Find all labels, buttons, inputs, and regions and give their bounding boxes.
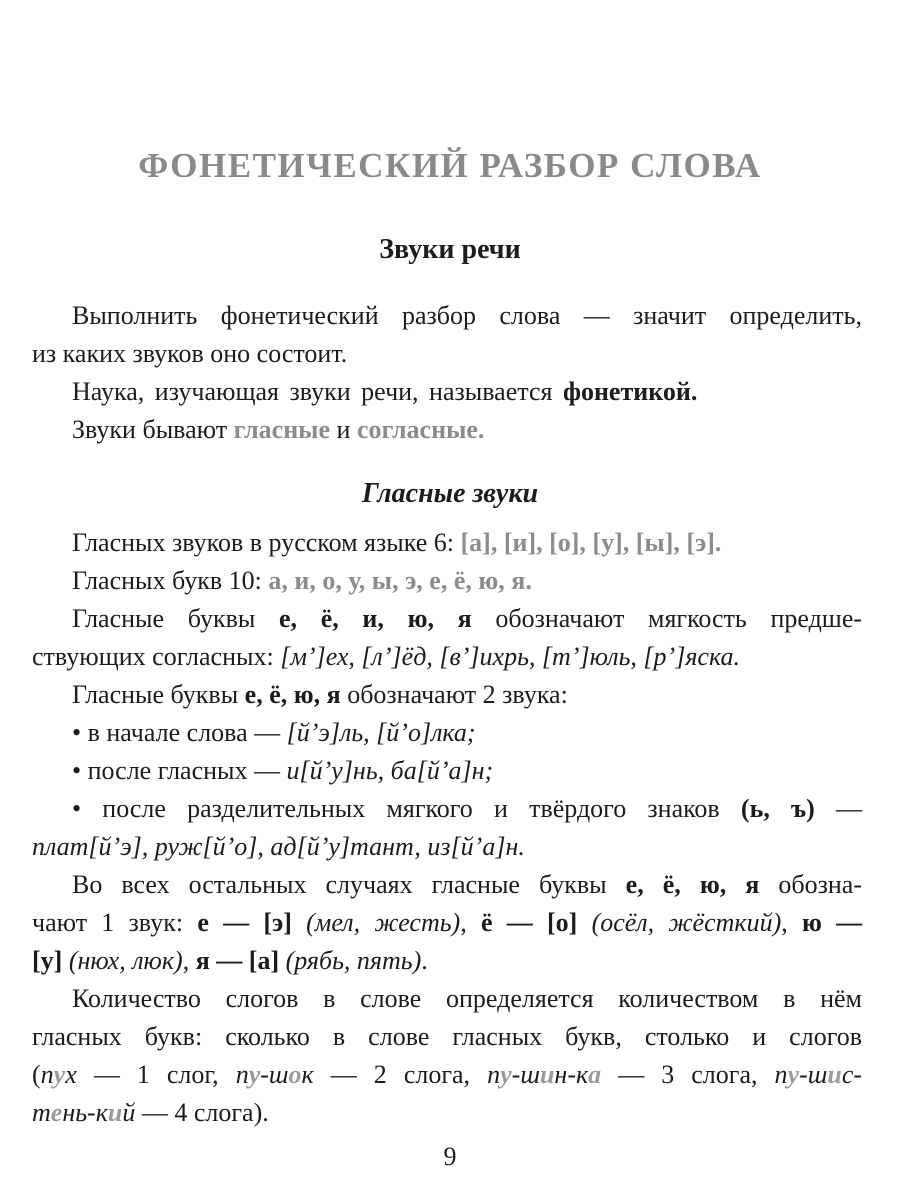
syllables-line-1: Количество слогов в слове определяется количеством в нём (72, 984, 862, 1013)
phonetics-term: фонетикой. (562, 377, 698, 406)
softness-line-2: ствующих согласных: [м’]ех, [л’]ёд, [в’]ихрь, [т’]юль, [р’]яска. (32, 642, 740, 671)
sound-types: Звуки бывают гласные и согласные. (72, 415, 485, 444)
word-pu-shis-part1: пу-шис- (774, 1060, 863, 1089)
bullet-after-signs: • после разделительных мягкого и твёрдого знаков (ь, ъ) — (72, 794, 863, 823)
vowel-letters-line: Гласных букв 10: а, и, о, у, ы, э, е, ё, ю, я. (72, 566, 532, 595)
intro-paragraphs (32, 297, 862, 449)
other-cases-line-1: Во всех остальных случаях гласные буквы е, ё, ю, я обозна- (72, 870, 862, 899)
chapter-title: ФОНЕТИЧЕСКИЙ РАЗБОР СЛОВА (138, 146, 762, 185)
word-pu-shok: пу-шок (235, 1060, 314, 1089)
other-cases-line-2: чают 1 звук: е — [э] (мел, жесть), ё — [о] (осёл, жёсткий), ю — (32, 908, 863, 937)
syllables-line-4: тень-кий — 4 слога). (32, 1098, 269, 1127)
word-pu-shis-part2: тень-кий (32, 1098, 136, 1127)
vowels-section (32, 524, 862, 1132)
word-pu-shin-ka: пу-шин-ка (487, 1060, 602, 1089)
syllables-line-2: гласных букв: сколько в слове гласных букв, столько и слогов (32, 1022, 862, 1051)
section-title: Звуки речи (379, 234, 521, 265)
word-pukh: пух (40, 1060, 77, 1089)
consonants-term: согласные. (356, 415, 485, 444)
subsection-title: Гласные звуки (361, 478, 539, 509)
science-definition: Наука, изучающая звуки речи, называется фонетикой. (72, 377, 698, 406)
syllables-line-3: (пух — 1 слог, пу-шок — 2 слога, пу-шин-ка — 3 слога, пу-шис- (32, 1060, 863, 1089)
intro-line-1: Выполнить фонетический разбор слова — значит определить, (72, 301, 862, 330)
bullet-after-vowels: • после гласных — и[й’у]нь, ба[й’а]н; (72, 756, 494, 785)
softness-examples: [м’]ех, [л’]ёд, [в’]ихрь, [т’]юль, [р’]яска. (280, 642, 740, 671)
other-cases-line-3: [у] (нюх, люк), я — [а] (рябь, пять). (32, 946, 428, 975)
bullet-word-start: • в начале слова — [й’э]ль, [й’о]лка; (72, 718, 476, 747)
two-sounds-line: Гласные буквы е, ё, ю, я обозначают 2 звука: (72, 680, 568, 709)
intro-line-2: из каких звуков оно состоит. (32, 339, 348, 368)
softness-line-1: Гласные буквы е, ё, и, ю, я обозначают мягкость предше- (72, 604, 863, 633)
vowel-sounds-list: [а], [и], [о], [у], [ы], [э]. (460, 528, 722, 557)
bullet-after-signs-examples: плат[й’э], руж[й’о], ад[й’у]тант, из[й’а]н. (32, 832, 525, 861)
vowel-sounds-line: Гласных звуков в русском языке 6: [а], [и], [о], [у], [ы], [э]. (72, 528, 722, 557)
vowel-letters-list: а, и, о, у, ы, э, е, ё, ю, я. (268, 566, 532, 595)
page-number: 9 (443, 1142, 457, 1171)
vowels-term: гласные (233, 415, 331, 444)
